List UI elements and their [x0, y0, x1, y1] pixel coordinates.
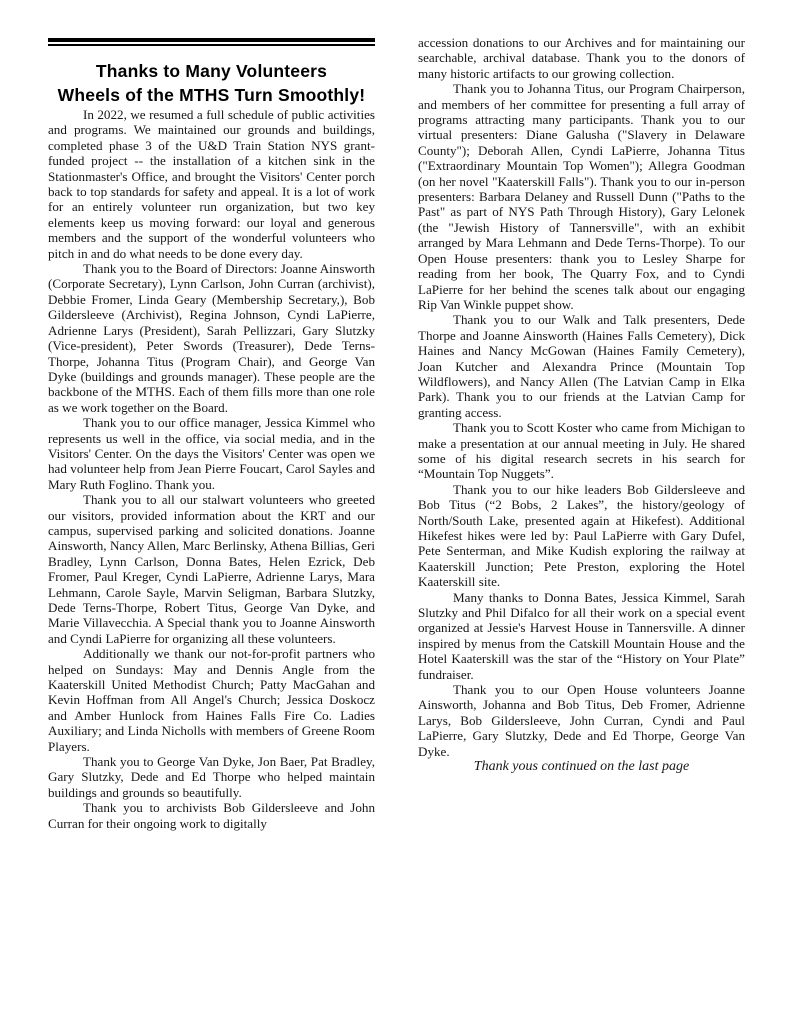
paragraph-open-house-volunteers: Thank you to our Open House volunteers Joanne Ainsworth, Johanna and Bob Titus, Deb Fromer, Adrienne Larys, Bob Gildersleeve, John Curran, Cyndi and Paul LaPierre, Gary Slutzky, Dede and Ed Thorpe, George Van Dyke.: [418, 682, 745, 759]
paragraph-archives-continuation: accession donations to our Archives and for maintaining our searchable, archival database. Thank you to the donors of many historic artifacts to our growing collection.: [418, 35, 745, 81]
article-title-line2: Wheels of the MTHS Turn Smoothly!: [57, 85, 366, 105]
paragraph-buildings-grounds: Thank you to George Van Dyke, Jon Baer, Pat Bradley, Gary Slutzky, Dede and Ed Thorpe who helped maintain buildings and grounds so beautifully.: [48, 754, 375, 800]
paragraph-office-manager: Thank you to our office manager, Jessica Kimmel who represents us well in the office, via social media, and in the Visitors' Center. On the days the Visitors' Center was open we had volunteer help from Jean Pierre Foucart, Carol Sayles and Mary Ruth Foglino. Thank you.: [48, 415, 375, 492]
article-title: [48, 59, 375, 107]
paragraph-notforprofit-partners: Additionally we thank our not-for-profit partners who helped on Sundays: May and Dennis Angle from the Kaaterskill United Methodist Church; Patty MacGahan and Kevin Hoffman from All Angel's Church; Jessica Doskocz and Amber Hunlock from Haines Falls Fire Co. Ladies Auxiliary; and Linda Nicholls with members of Greene Room Players.: [48, 646, 375, 754]
paragraph-scott-koster: Thank you to Scott Koster who came from Michigan to make a presentation at our annual meeting in July. He shared some of his digital research secrets in his search for “Mountain Top Nuggets”.: [418, 420, 745, 482]
two-column-layout: [48, 30, 745, 831]
article-title-line1: Thanks to Many Volunteers: [95, 61, 328, 81]
paragraph-archivists: Thank you to archivists Bob Gildersleeve and John Curran for their ongoing work to digitally: [48, 800, 375, 831]
paragraph-hike-leaders: Thank you to our hike leaders Bob Gildersleeve and Bob Titus (“2 Bobs, 2 Lakes”, the history/geology of North/South Lake, presented again at Hikefest). Additional Hikefest hikes were led by: Paul LaPierre with Gary Dufel, Pete Senterman, and Mike Kudish exploring the railway at Kaaterskill Junction; Pete Preston, exploring the Hotel Kaaterskill site.: [418, 481, 745, 590]
paragraph-stalwart-volunteers: Thank you to all our stalwart volunteers who greeted our visitors, provided information about the KRT and our campus, supervised parking and solicited donations. Joanne Ainsworth, Nancy Allen, Marc Berlinsky, Athena Billias, Geri Bradley, Lynn Carlson, Donna Bates, Helen Ezrick, Deb Fromer, Paul Kreger, Cyndi LaPierre, Adrienne Larys, Mara Lehmann, Carole Sayle, Marvin Seligman, Barbara Slutzky, Dede Terns-Thorpe, Robert Titus, George Van Dyke, and Marie Villavecchia. A Special thank you to Joanne Ainsworth and Cyndi LaPierre for organizing all these volunteers.: [48, 492, 375, 646]
paragraph-intro: In 2022, we resumed a full schedule of public activities and programs. We maintained our grounds and buildings, completed phase 3 of the U&D Train Station NYS grant-funded project -- the installation of a kitchen sink in the Stationmaster's Office, and brought the Visitors' Center porch back to top standards for safety and appeal. It is a lot of work for an entirely volunteer run organization, but two key elements keep us moving forward: our loyal and generous members and the support of the wonderful volunteers who pitch in and do what needs to be done every day.: [48, 107, 375, 261]
continued-note: Thank yous continued on the last page: [473, 759, 690, 775]
paragraph-board-of-directors: Thank you to the Board of Directors: Joanne Ainsworth (Corporate Secretary), Lynn Carlson, John Curran (archivist), Debbie Fromer, Linda Geary (Membership Secretary,), Bob Gildersleeve (Archivist), Regina Johnson, Cyndi LaPierre, Adrienne Larys (President), Sarah Pellizzari, Gary Slutzky (Vice-president), Peter Swords (Treasurer), Dede Terns-Thorpe, Johanna Titus (Program Chair), and George Van Dyke (buildings and grounds manager). These people are the backbone of the MTHS. Each of them fills more than one role as we work together on the Board.: [48, 261, 375, 415]
paragraph-walk-and-talk: Thank you to our Walk and Talk presenters, Dede Thorpe and Joanne Ainsworth (Haines Falls Cemetery), Dick Haines and Nancy McGowan (Haines Family Cemetery), Joan Kutcher and Alexandra Prince (Mountain Top Wildflowers), and Nancy Allen (The Latvian Camp in Elka Park). Thank you to our friends at the Latvian Camp for granting access.: [418, 312, 745, 420]
paragraph-program-presenters: Thank you to Johanna Titus, our Program Chairperson, and members of her committee for presenting a full array of programs attracting many participants. Thank you to our virtual presenters: Diane Galusha ("Slavery in Delaware County"); Deborah Allen, Cyndi LaPierre, Johanna Titus ("Extraordinary Mountain Top Women"); Allegra Goodman (on her novel "Kaaterskill Falls"). Thank you to our in-person presenters: Barbara Delaney and Russell Dunn ("Paths to the Past" as part of NYS Path Through History), Gary Lelonek (the "Jewish History of Tannersville", with an exhibit arranged by Mara Lehmann and Dede Terns-Thorpe). To our Open House presenters: thank you to Lesley Sharpe for reading from her book, The Quarry Fox, and to Cyndi LaPierre for her behind the scenes talk about our engaging Rip Van Winkle puppet show.: [418, 81, 745, 312]
masthead-double-rule: [48, 38, 375, 46]
paragraph-harvest-house-event: Many thanks to Donna Bates, Jessica Kimmel, Sarah Slutzky and Phil Difalco for all their work on a special event organized at Jessie's Harvest House in Tannersville. A dinner inspired by menus from the Catskill Mountain House and the Hotel Kaaterskill was the star of the “History on Your Plate” fundraiser.: [418, 589, 745, 682]
right-column: [418, 35, 745, 775]
left-column: [48, 30, 375, 831]
